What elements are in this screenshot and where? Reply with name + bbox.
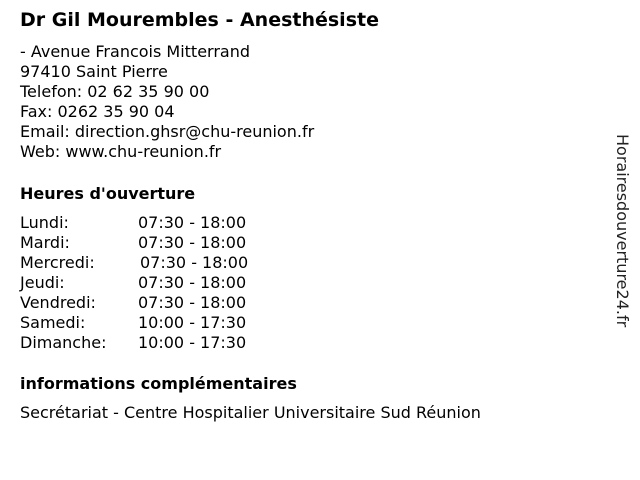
hours-row-wednesday (20, 253, 320, 273)
day-label: Mercredi: (20, 253, 95, 272)
hours-row-friday (20, 293, 320, 313)
day-label: Vendredi: (20, 293, 96, 312)
day-label: Jeudi: (20, 273, 65, 292)
time-range: 07:30 - 18:00 (138, 293, 247, 312)
time-range: 07:30 - 18:00 (138, 273, 247, 292)
time-range: 10:00 - 17:30 (138, 313, 247, 332)
hours-row-thursday (20, 273, 320, 293)
site-watermark: Horairesdouverture24.fr (613, 134, 632, 328)
time-range: 07:30 - 18:00 (138, 233, 247, 252)
hours-row-sunday (20, 333, 320, 353)
additional-info-heading: informations complémentaires (20, 374, 297, 393)
time-range: 07:30 - 18:00 (140, 253, 249, 272)
address-street: - Avenue Francois Mitterrand (20, 42, 251, 61)
phone-line: Telefon: 02 62 35 90 00 (20, 82, 210, 101)
address-city: 97410 Saint Pierre (20, 62, 168, 81)
time-range: 07:30 - 18:00 (138, 213, 247, 232)
day-label: Dimanche: (20, 333, 107, 352)
fax-line: Fax: 0262 35 90 04 (20, 102, 175, 121)
hours-row-monday (20, 213, 320, 233)
contact-block (20, 42, 314, 162)
web-line: Web: www.chu-reunion.fr (20, 142, 222, 161)
opening-hours-heading: Heures d'ouverture (20, 184, 196, 203)
additional-info-text: Secrétariat - Centre Hospitalier Universitaire Sud Réunion (20, 403, 481, 422)
hours-row-saturday (20, 313, 320, 333)
email-line: Email: direction.ghsr@chu-reunion.fr (20, 122, 315, 141)
day-label: Samedi: (20, 313, 86, 332)
time-range: 10:00 - 17:30 (138, 333, 247, 352)
day-label: Lundi: (20, 213, 69, 232)
day-label: Mardi: (20, 233, 70, 252)
hours-row-tuesday (20, 233, 320, 253)
page-title: Dr Gil Mourembles - Anesthésiste (20, 9, 379, 31)
opening-hours-table (20, 213, 320, 353)
